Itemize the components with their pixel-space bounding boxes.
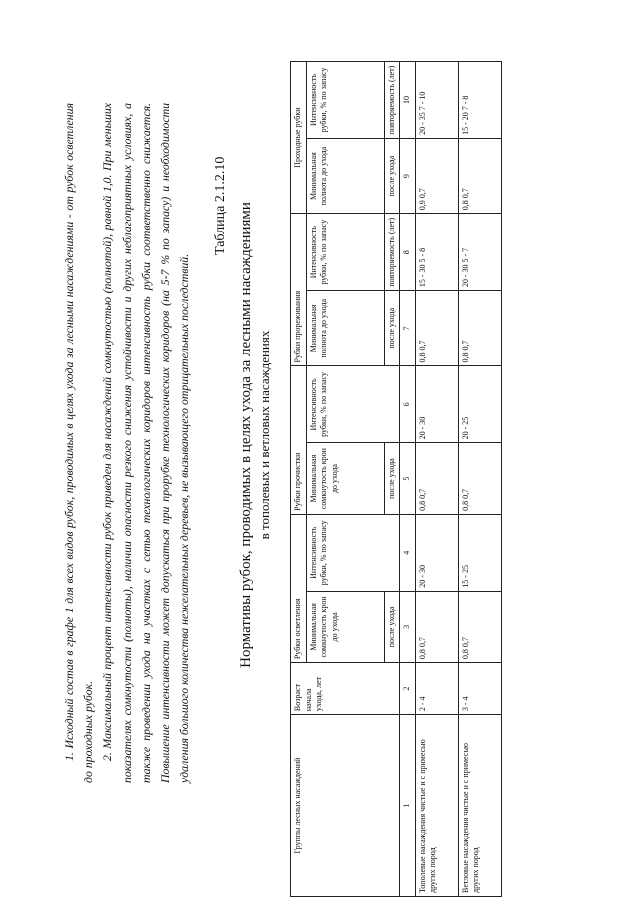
header-intensity: Интенсивность рубки, % по запасу — [306, 366, 400, 443]
header-after-care: после ухода — [384, 291, 400, 366]
header-min-density: Минимальная сомкнутость крон до ухода — [306, 443, 384, 514]
col-number: 10 — [400, 62, 416, 139]
cell-value: 0,8 0,7 — [415, 591, 458, 662]
cell-value: 15 - 25 — [458, 514, 501, 591]
cell-value: 20 - 30 — [415, 366, 458, 443]
cell-value: 0,8 0,7 — [458, 591, 501, 662]
header-min-fullness: Минимальная полнота до ухода — [306, 291, 384, 366]
header-min-fullness: Минимальная полнота до ухода — [306, 138, 384, 213]
header-after-care: после ухода — [384, 591, 400, 662]
cell-age: 3 - 4 — [458, 663, 501, 715]
table-row — [415, 62, 458, 897]
header-after-care: после ухода — [384, 138, 400, 213]
cell-value: 20 - 35 7 - 10 — [415, 62, 458, 139]
cell-value: 0,9 0,7 — [415, 138, 458, 213]
table-notes — [60, 103, 194, 783]
cell-value: 15 - 30 5 - 8 — [415, 214, 458, 291]
cell-value: 20 - 30 5 - 7 — [458, 214, 501, 291]
col-number: 7 — [400, 291, 416, 366]
header-repeat: повторяемость (лет) — [384, 214, 400, 291]
header-passing: Проходные рубки — [291, 62, 307, 214]
cell-value: 20 - 25 — [458, 366, 501, 443]
cell-group: Тополевые насаждения чистые и с примесью других пород — [415, 715, 458, 897]
col-number: 1 — [400, 715, 416, 897]
header-min-density: Минимальная сомкнутость крон до ухода — [306, 591, 384, 662]
note-2: 2. Максимальный процент интенсивности рубок приведен для насаждений сомкнутостью (полнотой), равной 1,0. При меньших показателях сомкнутости (полноты), наличии опасности резкого снижения устойчивости и других неблагоприятных условиях, а также проведении ухода на участках с сетью технологических коридоров интенсивность рубки соответственно снижается. Повышение интенсивности может допускаться при прорубке технологических коридоров (на 5-7 % по запасу) и необходимости удаления большого количества нежелательных деревьев, не вызывающего отрицательных последствий. — [100, 103, 192, 783]
col-number: 3 — [400, 591, 416, 662]
header-intensity: Интенсивность рубки, % по запасу — [306, 214, 384, 291]
header-clearing: Рубки осветления — [291, 514, 307, 662]
col-number: 9 — [400, 138, 416, 213]
table-number: Таблица 2.1.2.10 — [213, 156, 228, 255]
header-groups: Группы лесных насаждений — [291, 715, 400, 897]
header-intensity: Интенсивность рубки, % по запасу — [306, 62, 384, 139]
note-1: 1. Исходный состав в графе 1 для всех видов рубок, проводимых в целях ухода за лесными насаждениями - от рубок осветления до проходных рубок. — [62, 103, 96, 783]
header-after-care: после ухода — [384, 443, 400, 514]
norms-table — [290, 61, 502, 897]
table-row — [458, 62, 501, 897]
table-title: Нормативы рубок, проводимых в целях ухода за лесными насаждениями — [238, 202, 254, 668]
cell-value: 0,8 0,7 — [458, 291, 501, 366]
cell-value: 0,8 0,7 — [415, 291, 458, 366]
col-number: 5 — [400, 443, 416, 514]
col-number: 8 — [400, 214, 416, 291]
col-number: 2 — [400, 663, 416, 715]
cell-value: 0,8 0,7 — [415, 443, 458, 514]
header-thinning: Рубки прореживания — [291, 214, 307, 366]
header-repeat: повторяемость (лет) — [384, 62, 400, 139]
cell-value: 0,8 0,7 — [458, 138, 501, 213]
cell-group: Ветловые насаждения чистые и с примесью других пород — [458, 715, 501, 897]
col-number: 6 — [400, 366, 416, 443]
cell-value: 20 - 30 — [415, 514, 458, 591]
header-intensity: Интенсивность рубки, % по запасу — [306, 514, 400, 591]
header-age: Возраст начала ухода, лет — [291, 663, 400, 715]
cell-value: 15 - 20 7 - 8 — [458, 62, 501, 139]
cell-age: 2 - 4 — [415, 663, 458, 715]
col-number: 4 — [400, 514, 416, 591]
cell-value: 0,8 0,7 — [458, 443, 501, 514]
table-subtitle: в тополевых и ветловых насаждениях — [257, 330, 272, 540]
header-cleaning: Рубки прочистки — [291, 366, 307, 514]
